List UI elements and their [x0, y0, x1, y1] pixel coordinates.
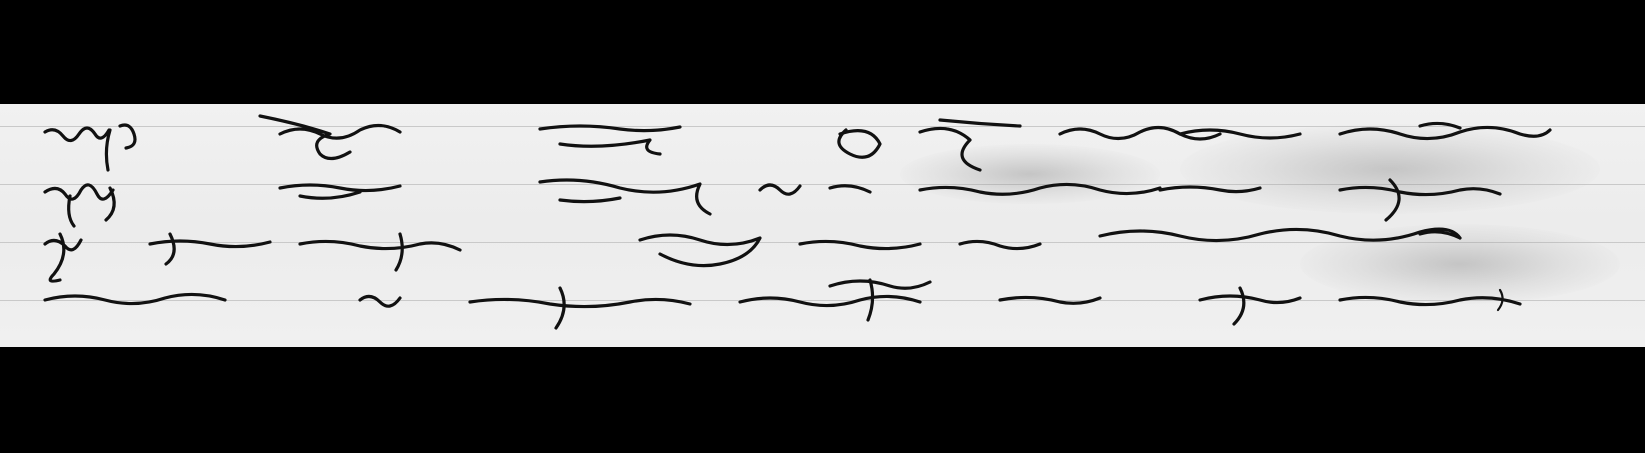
mirrored-handwriting	[0, 104, 1645, 347]
ruled-paper-strip	[0, 104, 1645, 347]
